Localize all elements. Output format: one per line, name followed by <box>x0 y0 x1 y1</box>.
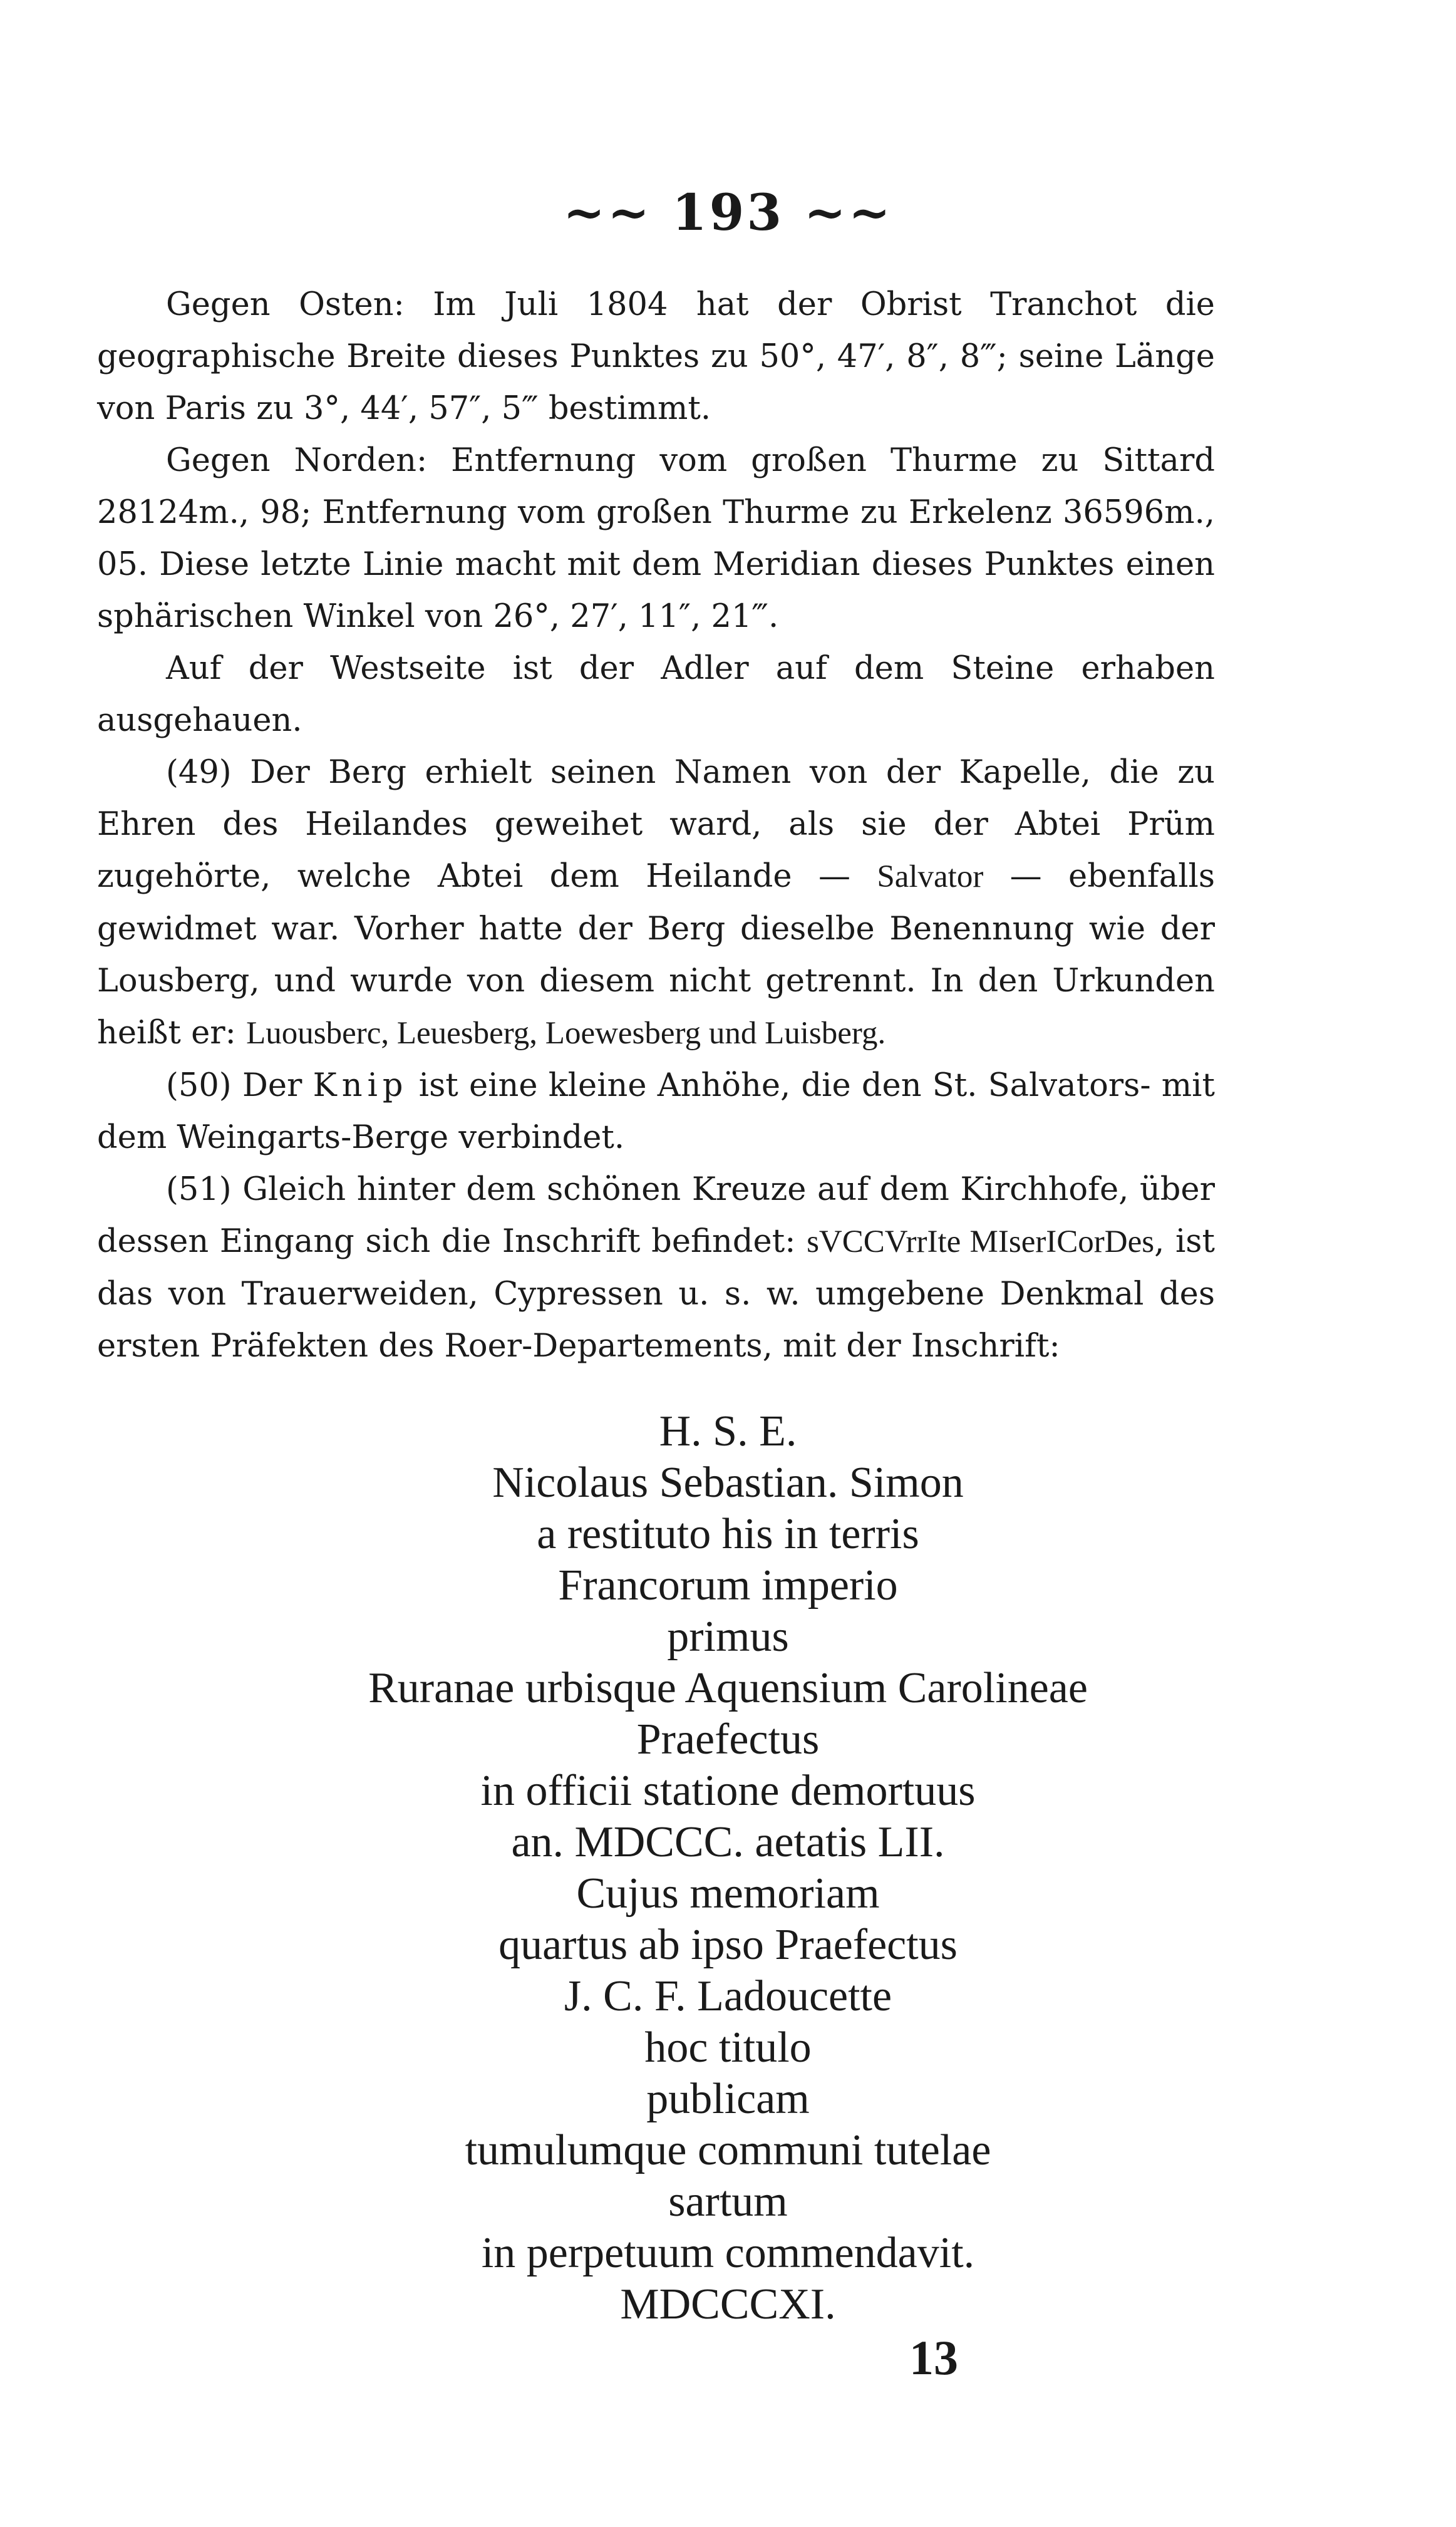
inscription-line: publicam <box>646 2075 810 2123</box>
inscription-line: quartus ab ipso Praefectus <box>498 1921 958 1969</box>
inscription-line: in officii statione demortuus <box>480 1767 976 1815</box>
inscription-line: hoc titulo <box>644 2023 812 2072</box>
note-49 <box>97 747 1215 1060</box>
note-49-part-a: (49) Der Berg erhielt seinen Namen von der Kapelle, die zu Ehren des Heilandes geweihet ward, als sie der Abtei Prüm zugehörte, welche Abtei dem Heilande — <box>97 754 1215 895</box>
paragraph-north: Gegen Norden: Entfernung vom großen Thurme zu Sittard 28124m., 98; Entfernung vom großen Thurme zu Erkelenz 36596m., 05. Diese letzte Linie macht mit dem Meridian dieses Punktes einen sphärischen Winkel von 26°, 27′, 11″, 21‴. <box>97 442 1215 635</box>
inscription-line: primus <box>667 1613 789 1661</box>
signature-mark: 13 <box>909 2330 958 2385</box>
paragraph-west: Auf der Westseite ist der Adler auf dem Steine erhaben ausgehauen. <box>97 650 1215 739</box>
note-51-part-c: , ist das von Trauerweiden, Cypressen u. s. w. umgebene Denkmal des ersten Präfekten des Roer-Departements, mit der Inschrift: <box>97 1223 1215 1365</box>
inscription-line: Cujus memoriam <box>576 1869 880 1918</box>
note-51 <box>97 1164 1215 1372</box>
inscription-line: a restituto his in terris <box>537 1510 919 1558</box>
page-header: ~~ 193 ~~ <box>563 183 893 242</box>
note-51-part-a: (51) Gleich hinter dem schönen Kreuze auf dem Kirchhofe, über dessen Eingang sich die Inschrift befindet: <box>97 1171 1215 1260</box>
note-51-chronogram: sVCCVrrIte MIserICorDes <box>807 1224 1155 1259</box>
inscription-line: Nicolaus Sebastian. Simon <box>492 1459 964 1507</box>
inscription-line: in perpetuum commendavit. <box>481 2229 975 2277</box>
inscription-line: sartum <box>668 2178 788 2226</box>
inscription-line: tumulumque communi tutelae <box>465 2126 991 2174</box>
inscription-line: Praefectus <box>636 1715 820 1764</box>
note-49-part-c: — ebenfalls gewidmet war. Vorher hatte der Berg dieselbe Benennung wie der Lousberg, und wurde von diesem nicht getrennt. In den Urkunden heißt er: <box>97 858 1215 1052</box>
inscription-line: MDCCCXI. <box>620 2280 836 2328</box>
note-49-salvator: Salvator <box>877 859 984 894</box>
inscription-line: Francorum imperio <box>558 1561 898 1610</box>
note-50 <box>97 1060 1215 1164</box>
inscription-line: H. S. E. <box>659 1407 797 1455</box>
paragraph-east: Gegen Osten: Im Juli 1804 hat der Obrist Tranchot die geographische Breite dieses Punktes zu 50°, 47′, 8″, 8‴; seine Länge von Paris zu 3°, 44′, 57″, 5‴ bestimmt. <box>97 286 1215 427</box>
note-49-names: Luousberc, Leuesberg, Loewesberg und Luisberg. <box>246 1016 886 1051</box>
body-text <box>97 279 1215 1372</box>
note-50-knip: Knip <box>312 1067 408 1104</box>
inscription-line: J. C. F. Ladoucette <box>564 1972 892 2020</box>
inscription <box>0 1406 1456 2330</box>
note-50-part-a: (50) Der <box>166 1067 313 1104</box>
note-50-part-c: ist eine kleine Anhöhe, die den St. Salvators- mit dem Weingarts-Berge verbindet. <box>97 1067 1215 1156</box>
inscription-line: an. MDCCC. aetatis LII. <box>511 1818 945 1866</box>
inscription-line: Ruranae urbisque Aquensium Carolineae <box>368 1664 1088 1712</box>
